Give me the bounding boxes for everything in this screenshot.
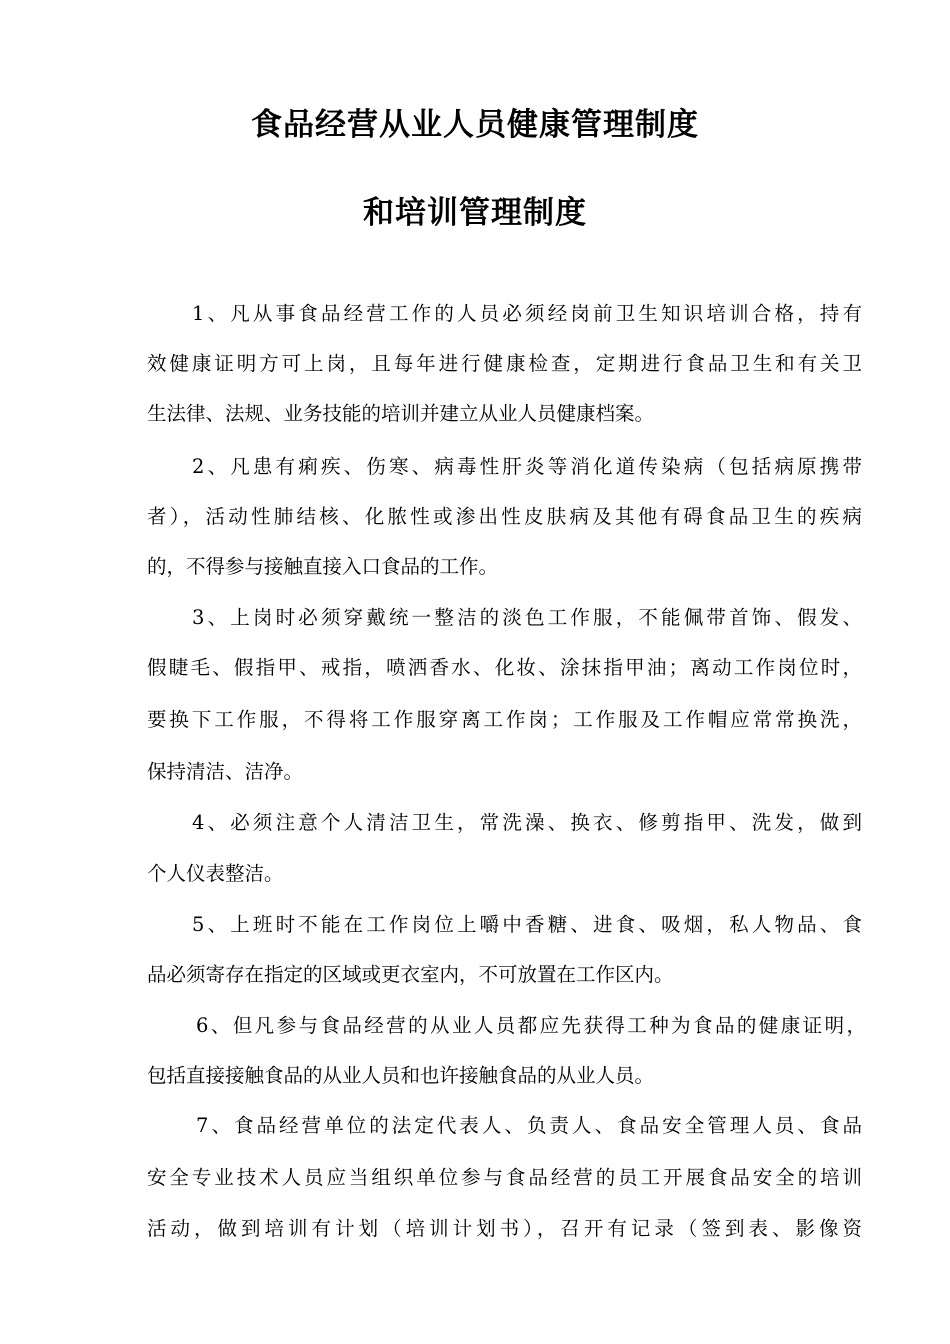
paragraph-6-line-2: 包括直接接触食品的从业人员和也许接触食品的从业人员。 [147,1064,655,1087]
paragraph-1-line-3: 生法律、法规、业务技能的培训并建立从业人员健康档案。 [147,402,655,425]
paragraph-7-line-2: 安全专业技术人员应当组织单位参与食品经营的员工开展食品安全的培训 [147,1166,862,1189]
paragraph-3-line-2: 假睫毛、假指甲、戒指，喷洒香水、化妆、涂抹指甲油；离动工作岗位时， [147,656,862,679]
paragraph-5-line-1: 5、上班时不能在工作岗位上嚼中香糖、进食、吸烟，私人物品、食 [192,913,862,936]
paragraph-7-line-1: 7、食品经营单位的法定代表人、负责人、食品安全管理人员、食品 [196,1114,862,1137]
document-title-line-1: 食品经营从业人员健康管理制度 [251,107,699,143]
paragraph-1-line-1: 1、凡从事食品经营工作的人员必须经岗前卫生知识培训合格，持有 [192,302,862,325]
paragraph-3-line-4: 保持清洁、洁净。 [147,760,304,783]
paragraph-1-line-2: 效健康证明方可上岗，且每年进行健康检查，定期进行食品卫生和有关卫 [147,352,862,375]
paragraph-4-line-1: 4、必须注意个人清洁卫生，常洗澡、换衣、修剪指甲、洗发，做到 [192,811,862,834]
paragraph-4-line-2: 个人仪表整洁。 [147,862,284,885]
paragraph-3-line-3: 要换下工作服，不得将工作服穿离工作岗；工作服及工作帽应常常换洗， [147,708,862,731]
paragraph-5-line-2: 品必须寄存在指定的区域或更衣室内，不可放置在工作区内。 [147,963,674,986]
paragraph-2-line-1: 2、凡患有痢疾、伤寒、病毒性肝炎等消化道传染病（包括病原携带 [192,455,862,478]
paragraph-7-line-3: 活动，做到培训有计划（培训计划书），召开有记录（签到表、影像资 [147,1217,862,1240]
document-title-line-2: 和培训管理制度 [363,195,587,231]
paragraph-2-line-2: 者），活动性肺结核、化脓性或渗出性皮肤病及其他有碍食品卫生的疾病 [147,505,862,528]
paragraph-6-line-1: 6、但凡参与食品经营的从业人员都应先获得工种为食品的健康证明， [196,1014,866,1037]
paragraph-3-line-1: 3、上岗时必须穿戴统一整洁的淡色工作服，不能佩带首饰、假发、 [192,606,862,629]
paragraph-2-line-3: 的，不得参与接触直接入口食品的工作。 [147,555,499,578]
